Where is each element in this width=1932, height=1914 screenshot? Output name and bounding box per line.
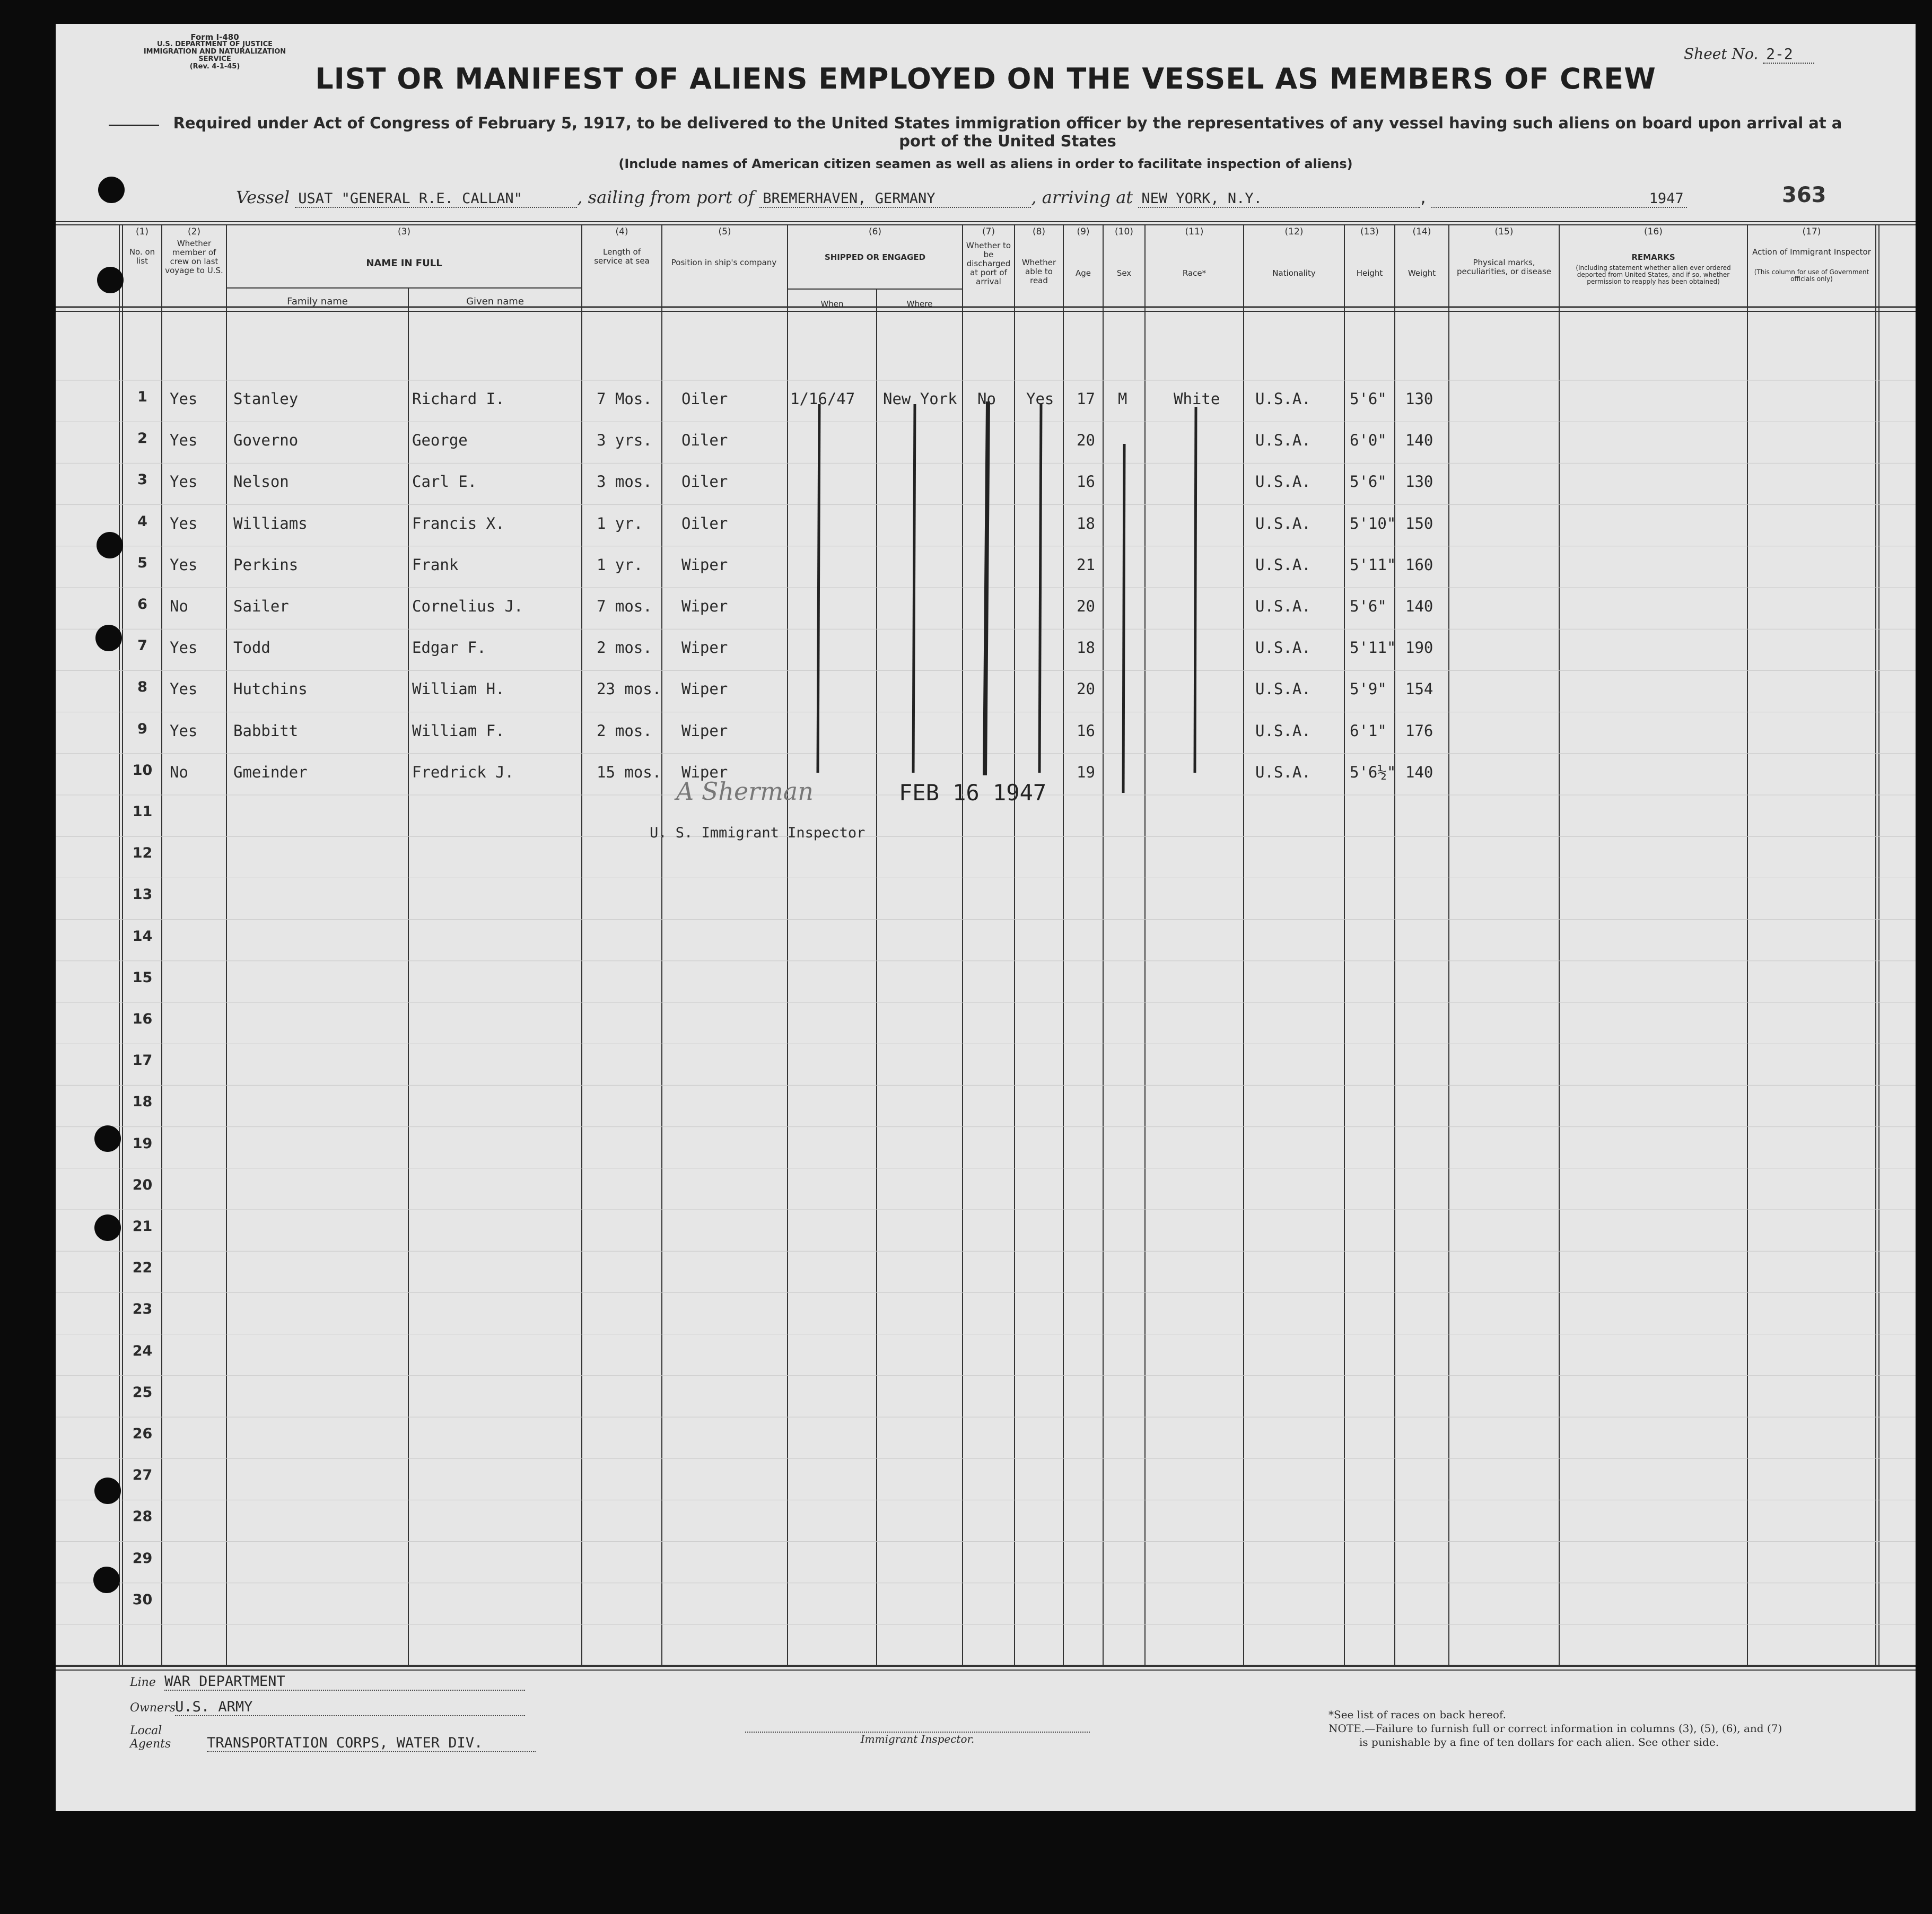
agents-label: Local Agents <box>130 1724 171 1751</box>
cell-nationality: U.S.A. <box>1255 597 1311 615</box>
cell-last-voyage: No <box>170 763 188 781</box>
row-number: 7 <box>137 637 147 654</box>
vessel-name: USAT "GENERAL R.E. CALLAN" <box>295 190 577 208</box>
col2-num: (2) <box>187 226 201 237</box>
col11-num: (11) <box>1185 226 1204 237</box>
cell-when: 1/16/47 <box>790 390 855 408</box>
cell-service: 7 mos. <box>597 597 652 615</box>
cell-family: Perkins <box>233 555 299 574</box>
cell-position: Wiper <box>681 763 728 781</box>
col4-num: (4) <box>615 226 628 237</box>
owners-value: U.S. ARMY <box>175 1699 525 1716</box>
col14-label: Weight <box>1408 268 1436 278</box>
cell-last-voyage: Yes <box>170 390 198 408</box>
cell-sex: M <box>1118 390 1127 408</box>
row-number: 18 <box>132 1094 153 1111</box>
punch-hole <box>94 1125 121 1152</box>
punch-hole <box>97 532 123 558</box>
col13-num: (13) <box>1360 226 1379 237</box>
col15-label: Physical marks, peculiarities, or disease <box>1456 258 1552 276</box>
cell-service: 2 mos. <box>597 721 652 740</box>
col14-num: (14) <box>1412 226 1431 237</box>
col6-num: (6) <box>868 226 882 237</box>
cell-nationality: U.S.A. <box>1255 763 1311 781</box>
cell-given: Cornelius J. <box>412 597 523 615</box>
cell-height: 5'6" <box>1350 390 1387 408</box>
col9-num: (9) <box>1077 226 1090 237</box>
arriving-label: , arriving at <box>1031 187 1133 207</box>
cell-family: Williams <box>233 514 308 532</box>
include-note: (Include names of American citizen seamen as well as aliens in order to facilitate inspection of aliens) <box>618 156 1353 171</box>
cell-height: 5'10" <box>1350 514 1396 532</box>
col11-label: Race* <box>1182 268 1207 278</box>
sheet-number-value: 2-2 <box>1763 45 1814 64</box>
cell-age: 20 <box>1077 680 1095 698</box>
cell-nationality: U.S.A. <box>1255 473 1311 491</box>
row-number: 21 <box>132 1218 153 1235</box>
cell-position: Wiper <box>681 555 728 574</box>
cell-last-voyage: Yes <box>170 473 198 491</box>
col17-num: (17) <box>1802 226 1821 237</box>
row-number: 22 <box>132 1260 153 1277</box>
page-title: LIST OR MANIFEST OF ALIENS EMPLOYED ON THE VESSEL AS MEMBERS OF CREW <box>315 62 1656 95</box>
col3-given: Given name <box>466 296 524 307</box>
cell-position: Oiler <box>681 390 728 408</box>
row-number: 20 <box>132 1176 153 1193</box>
col9-label: Age <box>1075 268 1091 278</box>
service: IMMIGRATION AND NATURALIZATION SERVICE <box>143 48 286 63</box>
cell-weight: 160 <box>1405 555 1433 574</box>
cell-family: Stanley <box>233 390 299 408</box>
requirement-text: Required under Act of Congress of February 5, 1917, to be delivered to the United States immigration officer by the representatives of any vessel having such aliens on board upon arrival at a port of the United States <box>173 114 1842 150</box>
row-number: 4 <box>137 513 147 530</box>
cell-where: New York <box>883 390 957 408</box>
penalty-note-cont: is punishable by a fine of ten dollars for each alien. See other side. <box>1359 1736 1719 1749</box>
line-row <box>130 1673 536 1699</box>
cell-race: White <box>1174 390 1220 408</box>
row-number: 24 <box>132 1342 153 1359</box>
cell-family: Governo <box>233 431 299 450</box>
col1-label: No. on list <box>129 247 155 266</box>
line-value: WAR DEPARTMENT <box>164 1673 525 1691</box>
punch-hole <box>98 177 125 203</box>
dash-mark <box>109 125 159 126</box>
cell-age: 18 <box>1077 514 1095 532</box>
punch-hole <box>95 625 122 651</box>
cell-family: Hutchins <box>233 680 308 698</box>
sheet-number-label: Sheet No. <box>1684 45 1759 63</box>
cell-nationality: U.S.A. <box>1255 390 1311 408</box>
cell-service: 3 mos. <box>597 473 652 491</box>
footer-left <box>130 1673 536 1750</box>
col10-label: Sex <box>1116 268 1132 278</box>
col3-num: (3) <box>397 226 411 237</box>
punch-hole <box>94 1214 121 1241</box>
row-number: 17 <box>132 1052 153 1069</box>
sailing-from: BREMERHAVEN, GERMANY <box>759 190 1031 208</box>
cell-last-voyage: Yes <box>170 431 198 450</box>
cell-age: 17 <box>1077 390 1095 408</box>
vessel-row: Vessel USAT "GENERAL R.E. CALLAN" , sailing from port of BREMERHAVEN, GERMANY , arriving at NEW YORK, N.Y. , 1947 <box>236 187 1687 208</box>
cell-discharged: No <box>977 390 996 408</box>
cell-given: Carl E. <box>412 473 477 491</box>
cell-weight: 154 <box>1405 680 1433 698</box>
department: U.S. DEPARTMENT OF JUSTICE <box>156 40 273 48</box>
col12-label: Nationality <box>1272 268 1316 278</box>
row-number: 27 <box>132 1467 153 1484</box>
cell-height: 5'6" <box>1350 473 1387 491</box>
cell-given: Richard I. <box>412 390 505 408</box>
owners-label: Owners <box>130 1701 176 1715</box>
col17-label: Action of Immigrant Inspector <box>1752 247 1871 257</box>
cell-last-voyage: Yes <box>170 555 198 574</box>
punch-hole <box>93 1567 120 1593</box>
row-number: 29 <box>132 1550 153 1567</box>
row-number: 11 <box>132 803 153 820</box>
cell-weight: 130 <box>1405 390 1433 408</box>
cell-service: 1 yr. <box>597 555 643 574</box>
cell-position: Wiper <box>681 680 728 698</box>
footer-notes <box>1328 1708 1782 1749</box>
sailing-label: , sailing from port of <box>577 187 755 207</box>
cell-family: Nelson <box>233 473 289 491</box>
row-number: 8 <box>137 679 147 696</box>
punch-hole <box>94 1478 121 1504</box>
cell-last-voyage: Yes <box>170 514 198 532</box>
inspector-sig-label: Immigrant Inspector. <box>860 1733 975 1745</box>
cell-service: 15 mos. <box>597 763 662 781</box>
col17-sub: (This column for use of Government officials only) <box>1754 268 1869 283</box>
cell-height: 6'1" <box>1350 721 1387 740</box>
cell-position: Wiper <box>681 597 728 615</box>
cell-nationality: U.S.A. <box>1255 555 1311 574</box>
cell-age: 20 <box>1077 431 1095 450</box>
cell-family: Gmeinder <box>233 763 308 781</box>
col8-num: (8) <box>1032 226 1046 237</box>
cell-nationality: U.S.A. <box>1255 680 1311 698</box>
row-number: 14 <box>132 928 153 945</box>
cell-last-voyage: No <box>170 597 188 615</box>
col3-label: NAME IN FULL <box>366 258 442 269</box>
col12-num: (12) <box>1284 226 1304 237</box>
cell-nationality: U.S.A. <box>1255 431 1311 450</box>
col3-family: Family name <box>287 296 348 307</box>
col8-label: Whether able to read <box>1021 258 1056 285</box>
inspector-signature: A Sherman <box>676 777 814 806</box>
cell-family: Babbitt <box>233 721 299 740</box>
col2-label: Whether member of crew on last voyage to U.S. <box>165 239 223 275</box>
row-number: 1 <box>137 389 147 405</box>
col5-label: Position in ship's company <box>671 258 777 267</box>
row-number: 6 <box>137 596 147 613</box>
cell-height: 5'6½" <box>1350 763 1396 781</box>
arrival-year: 1947 <box>1431 190 1687 208</box>
cell-height: 5'9" <box>1350 680 1387 698</box>
cell-family: Sailer <box>233 597 289 615</box>
row-number: 19 <box>132 1135 153 1152</box>
col5-num: (5) <box>718 226 731 237</box>
manifest-grid <box>56 221 1916 1674</box>
row-number: 12 <box>132 845 153 862</box>
cell-given: William F. <box>412 721 505 740</box>
cell-position: Wiper <box>681 721 728 740</box>
manifest-sheet <box>56 24 1916 1811</box>
cell-given: William H. <box>412 680 505 698</box>
owners-row <box>130 1699 536 1724</box>
col6-when: When <box>820 299 844 309</box>
cell-weight: 190 <box>1405 639 1433 657</box>
cell-age: 16 <box>1077 721 1095 740</box>
row-number: 5 <box>137 554 147 571</box>
sheet-number <box>1684 45 1814 63</box>
cell-nationality: U.S.A. <box>1255 514 1311 532</box>
col15-num: (15) <box>1494 226 1514 237</box>
cell-position: Oiler <box>681 473 728 491</box>
cell-given: Edgar F. <box>412 639 486 657</box>
col6-label: SHIPPED OR ENGAGED <box>824 252 926 262</box>
col16-sub: (Including statement whether alien ever ordered deported from United States, and if so, whether permission to reapply has been obtained) <box>1576 264 1731 285</box>
cell-weight: 140 <box>1405 597 1433 615</box>
cell-weight: 150 <box>1405 514 1433 532</box>
cell-weight: 176 <box>1405 721 1433 740</box>
col7-num: (7) <box>982 226 995 237</box>
cell-height: 5'11" <box>1350 555 1396 574</box>
cell-service: 7 Mos. <box>597 390 652 408</box>
col4-label: Length of service at sea <box>594 247 650 266</box>
cell-position: Oiler <box>681 431 728 450</box>
form-number: Form I-480 <box>190 32 239 42</box>
col7-label: Whether to be discharged at port of arrival <box>966 241 1011 286</box>
cell-given: George <box>412 431 468 450</box>
date-stamp: FEB 16 1947 <box>899 780 1047 806</box>
line-label: Line <box>130 1676 156 1689</box>
cell-height: 5'6" <box>1350 597 1387 615</box>
inspector-title: U. S. Immigrant Inspector <box>650 825 866 841</box>
row-number: 10 <box>132 762 153 779</box>
revision: (Rev. 4-1-45) <box>189 63 240 71</box>
ditto-marks <box>818 401 1196 793</box>
cell-given: Francis X. <box>412 514 505 532</box>
cell-given: Fredrick J. <box>412 763 514 781</box>
cell-nationality: U.S.A. <box>1255 721 1311 740</box>
cell-nationality: U.S.A. <box>1255 639 1311 657</box>
cell-weight: 140 <box>1405 763 1433 781</box>
col16-num: (16) <box>1644 226 1663 237</box>
col10-num: (10) <box>1115 226 1133 237</box>
cell-service: 1 yr. <box>597 514 643 532</box>
row-number: 13 <box>132 886 153 903</box>
row-number: 30 <box>132 1591 153 1608</box>
punch-hole <box>97 267 124 293</box>
cell-age: 20 <box>1077 597 1095 615</box>
agents-value: TRANSPORTATION CORPS, WATER DIV. <box>207 1735 536 1752</box>
cell-height: 5'11" <box>1350 639 1396 657</box>
cell-height: 6'0" <box>1350 431 1387 450</box>
cell-weight: 130 <box>1405 473 1433 491</box>
cell-position: Oiler <box>681 514 728 532</box>
cell-age: 18 <box>1077 639 1095 657</box>
arriving-at: NEW YORK, N.Y. <box>1138 190 1420 208</box>
cell-last-voyage: Yes <box>170 721 198 740</box>
row-number: 9 <box>137 720 147 737</box>
cell-service: 3 yrs. <box>597 431 652 450</box>
inspector-signature-line <box>745 1732 1090 1745</box>
cell-age: 16 <box>1077 473 1095 491</box>
row-number: 3 <box>137 471 147 488</box>
row-number: 25 <box>132 1384 153 1401</box>
cell-service: 2 mos. <box>597 639 652 657</box>
col1-num: (1) <box>135 226 149 237</box>
cell-weight: 140 <box>1405 431 1433 450</box>
col6-where: Where <box>906 299 933 309</box>
cell-read: Yes <box>1026 390 1054 408</box>
row-number: 23 <box>132 1301 153 1318</box>
cell-last-voyage: Yes <box>170 680 198 698</box>
page-number: 363 <box>1782 183 1826 207</box>
agents-row <box>130 1724 536 1750</box>
col13-label: Height <box>1356 268 1383 278</box>
col16-label: REMARKS <box>1631 252 1675 262</box>
cell-family: Todd <box>233 639 270 657</box>
row-number: 26 <box>132 1426 153 1442</box>
cell-service: 23 mos. <box>597 680 662 698</box>
row-number: 15 <box>132 969 153 986</box>
row-number: 16 <box>132 1011 153 1027</box>
row-number: 28 <box>132 1508 153 1525</box>
cell-age: 19 <box>1077 763 1095 781</box>
row-number: 2 <box>137 430 147 447</box>
penalty-note: NOTE.—Failure to furnish full or correct information in columns (3), (5), (6), and (7) <box>1328 1722 1782 1735</box>
cell-given: Frank <box>412 555 459 574</box>
vessel-label: Vessel <box>236 187 290 207</box>
cell-position: Wiper <box>681 639 728 657</box>
race-note: *See list of races on back hereof. <box>1328 1708 1507 1721</box>
cell-age: 21 <box>1077 555 1095 574</box>
cell-last-voyage: Yes <box>170 639 198 657</box>
